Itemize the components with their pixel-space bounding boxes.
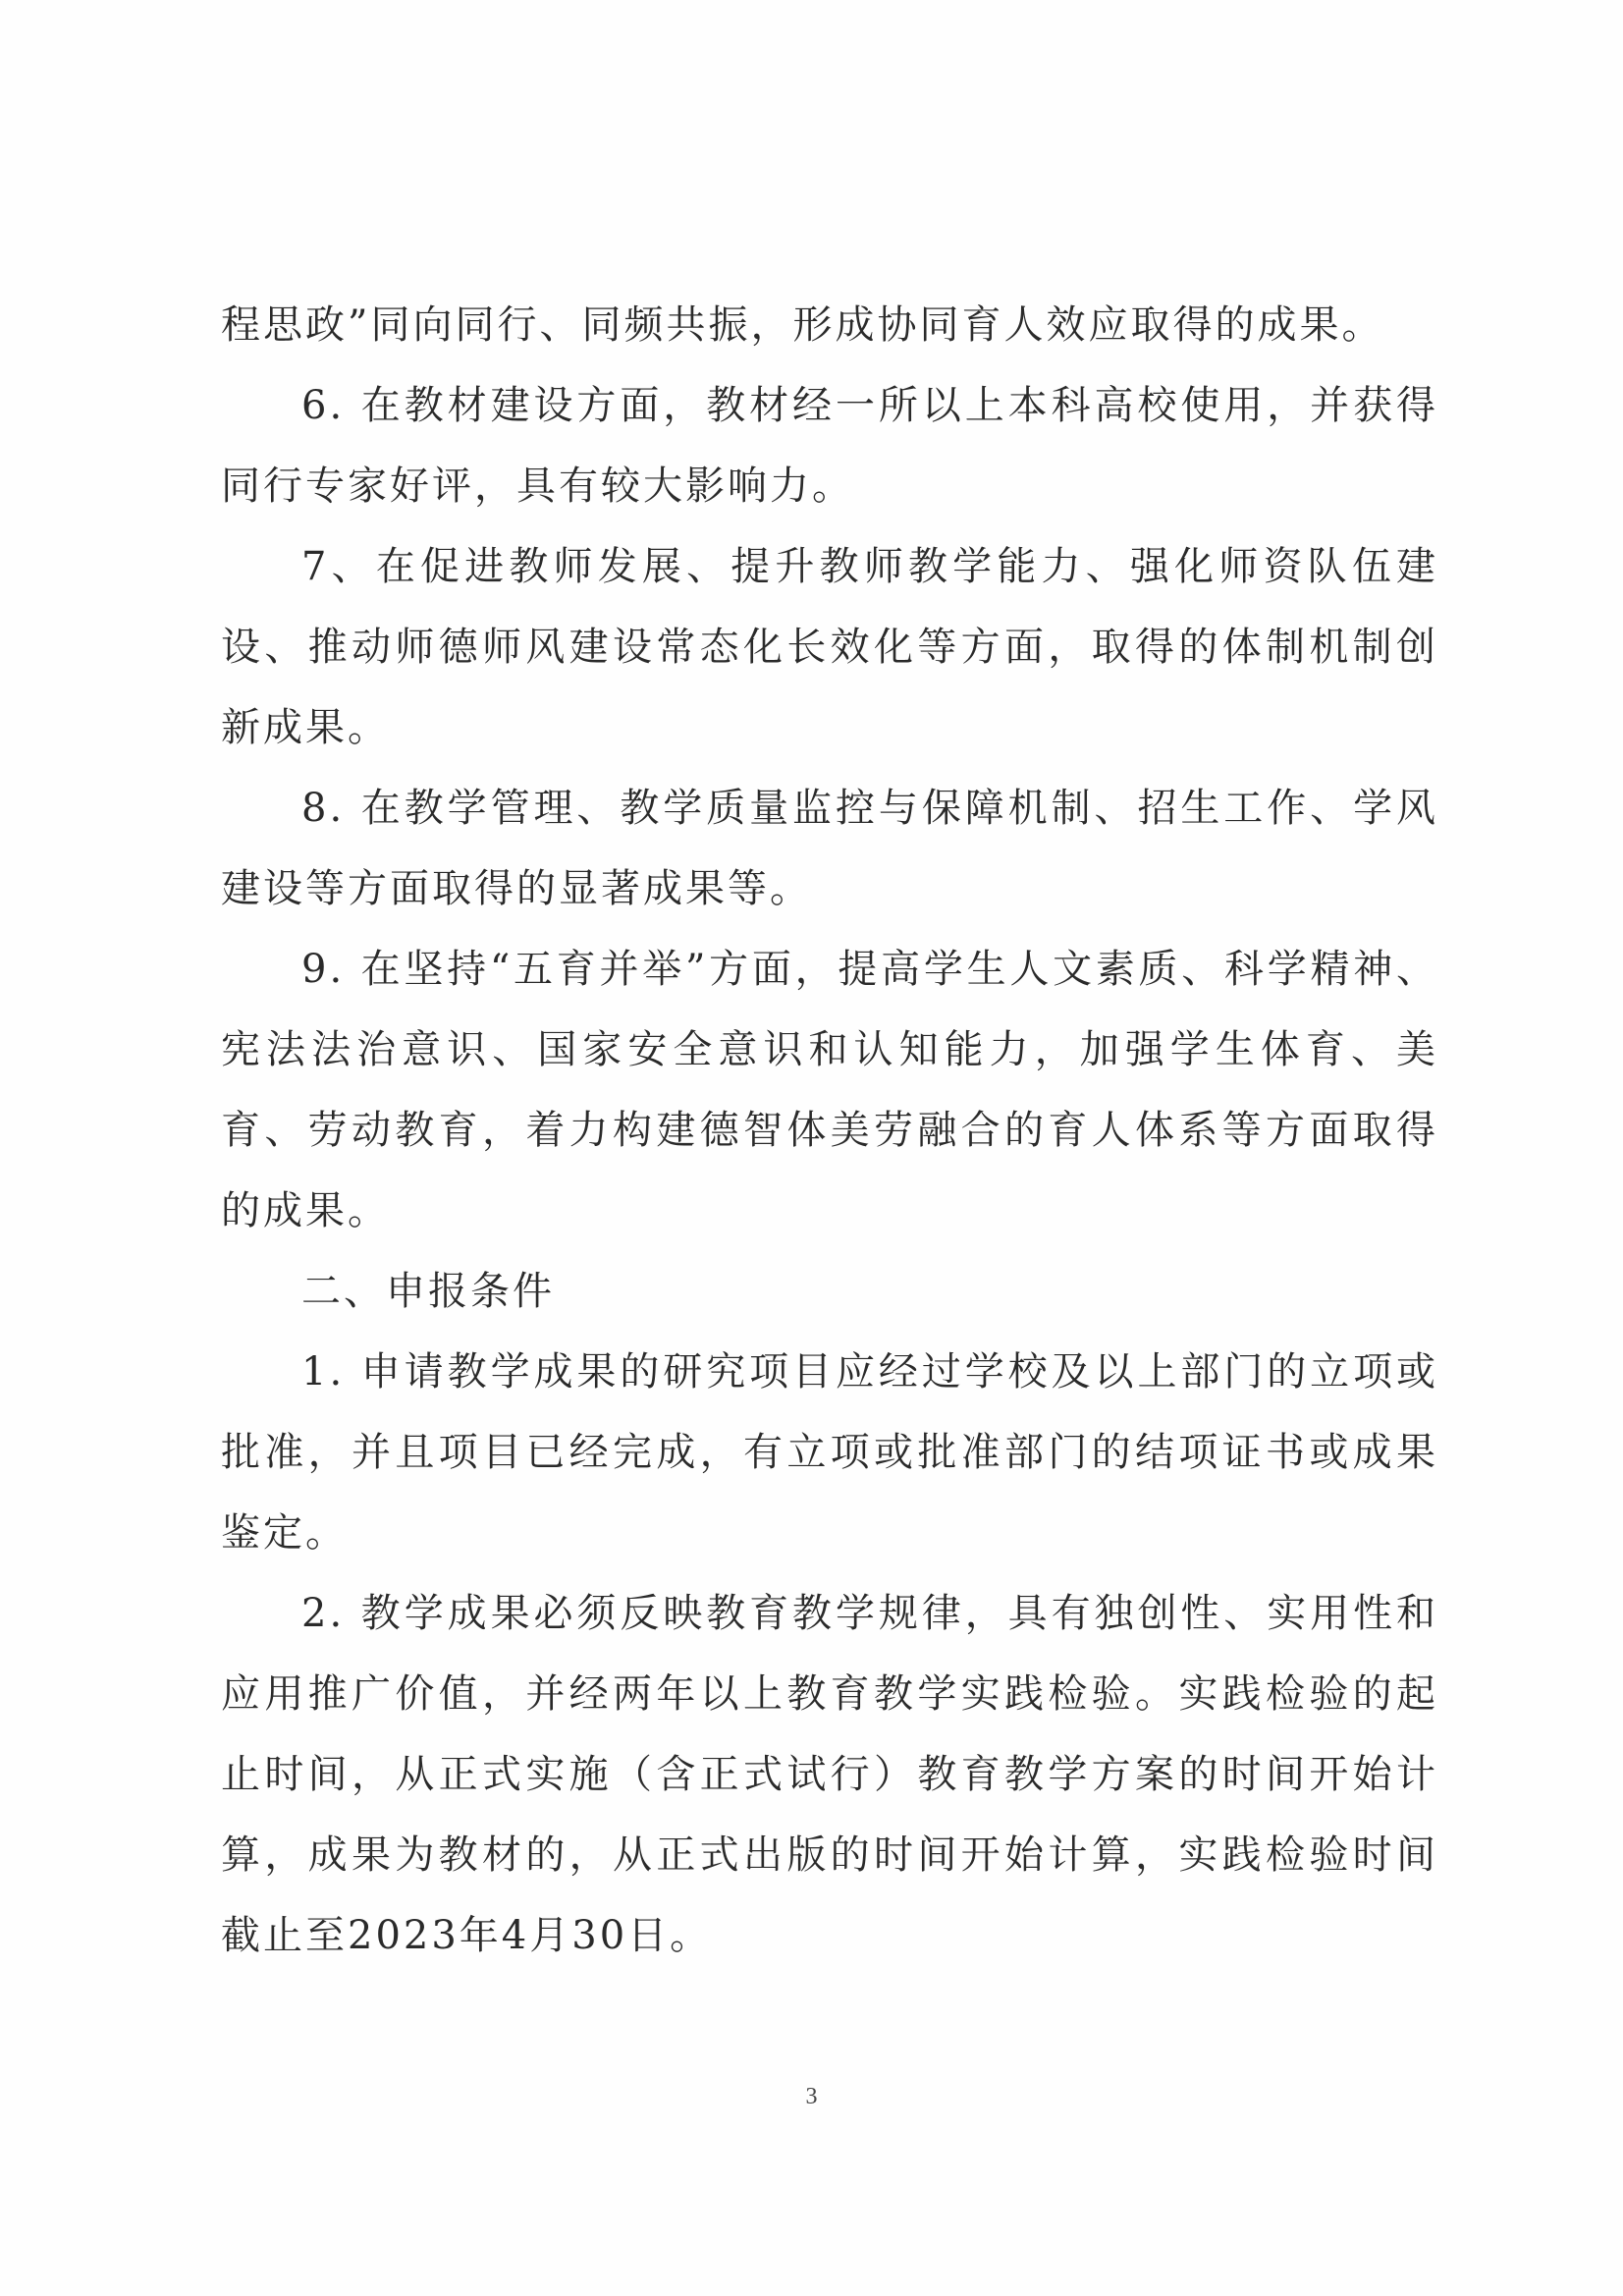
document-body [221,285,1438,1976]
section-heading: 二、申报条件 [301,1269,555,1314]
paragraph-item-7: 7、在促进教师发展、提升教师教学能力、强化师资队伍建设、推动师德师风建设常态化长效化等方面，取得的体制机制创新成果。 [221,544,1438,750]
condition-item-1: 1. 申请教学成果的研究项目应经过学校及以上部门的立项或批准，并且项目已经完成，有立项或批准部门的结项证书或成果鉴定。 [221,1349,1438,1556]
condition-item-2: 2. 教学成果必须反映教育教学规律，具有独创性、实用性和应用推广价值，并经两年以上教育教学实践检验。实践检验的起止时间，从正式实施（含正式试行）教育教学方案的时间开始计算，成果为教材的，从正式出版的时间开始计算，实践检验时间截止至2023年4月30日。 [221,1591,1438,1958]
paragraph-item-6: 6. 在教材建设方面，教材经一所以上本科高校使用，并获得同行专家好评，具有较大影响力。 [221,383,1438,509]
paragraph-item-9: 9. 在坚持“五育并举”方面，提高学生人文素质、科学精神、宪法法治意识、国家安全意识和认知能力，加强学生体育、美育、劳动教育，着力构建德智体美劳融合的育人体系等方面取得的成果。 [221,947,1438,1233]
page-number: 3 [805,2084,818,2109]
paragraph-continuation: 程思政”同向同行、同频共振，形成协同育人效应取得的成果。 [221,302,1384,348]
paragraph-item-8: 8. 在教学管理、教学质量监控与保障机制、招生工作、学风建设等方面取得的显著成果等。 [221,786,1438,911]
